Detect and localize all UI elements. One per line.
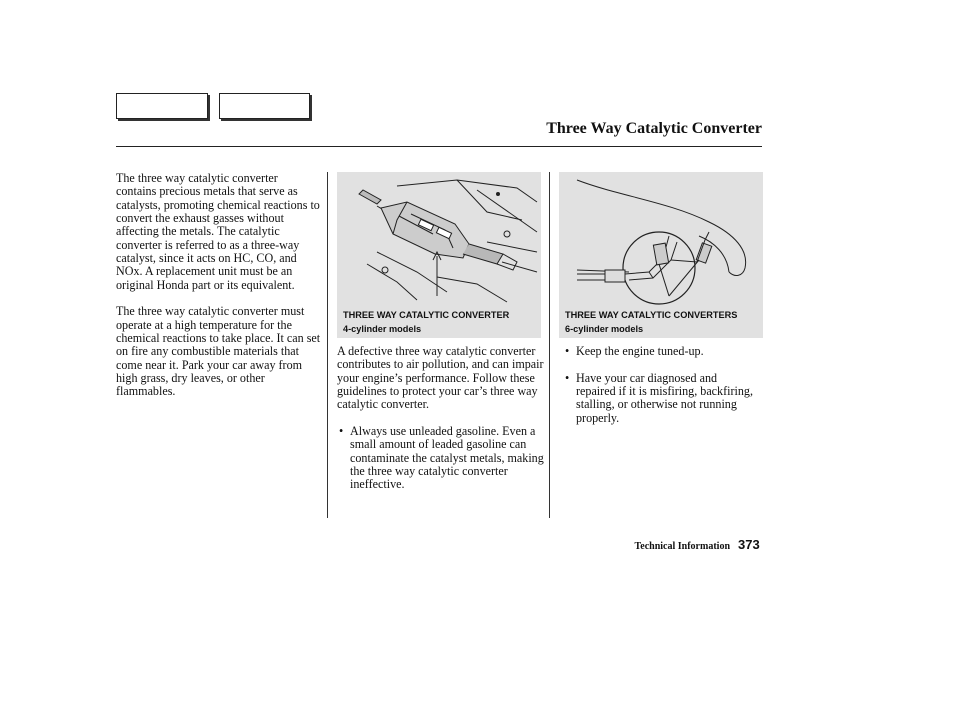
column-divider — [549, 172, 550, 518]
nav-tab-box-2[interactable] — [219, 93, 310, 119]
guideline-text: Keep the engine tuned-up. — [576, 344, 704, 358]
figure-4-cylinder-converter — [337, 172, 541, 338]
figure-subcaption: 4-cylinder models — [343, 324, 422, 334]
column-divider — [327, 172, 328, 518]
page-title: Three Way Catalytic Converter — [546, 120, 762, 137]
bullet-icon: • — [339, 424, 344, 439]
intro-column — [116, 172, 321, 399]
bullet-icon: • — [565, 370, 570, 385]
guideline-text: Always use unleaded gasoline. Even a small amount of leaded gasoline can contaminate the catalyst metals, making the three way catalytic converter ineffective. — [350, 424, 544, 492]
footer-section-label: Technical Information — [634, 541, 730, 552]
converter-4cyl-illustration — [337, 172, 541, 308]
guidelines-column-continued — [563, 345, 758, 425]
title-rule — [116, 146, 762, 147]
converter-6cyl-illustration — [559, 172, 763, 308]
intro-paragraph-1: The three way catalytic converter contains precious metals that serve as catalysts, promoting chemical reactions to convert the exhaust gasses without affecting the metals. The catalytic converter is referred to as a three-way catalyst, since it acts on HC, CO, and NOx. A replacement unit must be an original Honda part or its equivalent. — [116, 171, 320, 292]
bullet-icon: • — [565, 344, 570, 358]
guideline-text: Have your car diagnosed and repaired if it is misfiring, backfiring, stalling, or otherwise not running properly. — [576, 370, 753, 425]
guideline-bullet — [337, 425, 547, 492]
figure-caption: THREE WAY CATALYTIC CONVERTERS — [565, 310, 738, 320]
figure-subcaption: 6-cylinder models — [565, 324, 644, 334]
guideline-bullet — [563, 372, 758, 425]
figure-6-cylinder-converters — [559, 172, 763, 338]
page-number: 373 — [738, 537, 760, 552]
guidelines-intro: A defective three way catalytic converter contributes to air pollution, and can impair your engine’s performance. Follow these guidelines to protect your car’s three way catalytic converter. — [337, 344, 544, 412]
intro-paragraph-2: The three way catalytic converter must operate at a high temperature for the chemical reactions to take place. It can set on fire any combustible materials that come near it. Park your car away from high grass, dry leaves, or other flammables. — [116, 304, 321, 399]
guideline-bullet — [563, 345, 758, 358]
figure-caption: THREE WAY CATALYTIC CONVERTER — [343, 310, 510, 320]
guidelines-column — [337, 345, 547, 492]
nav-tab-box-1[interactable] — [116, 93, 208, 119]
